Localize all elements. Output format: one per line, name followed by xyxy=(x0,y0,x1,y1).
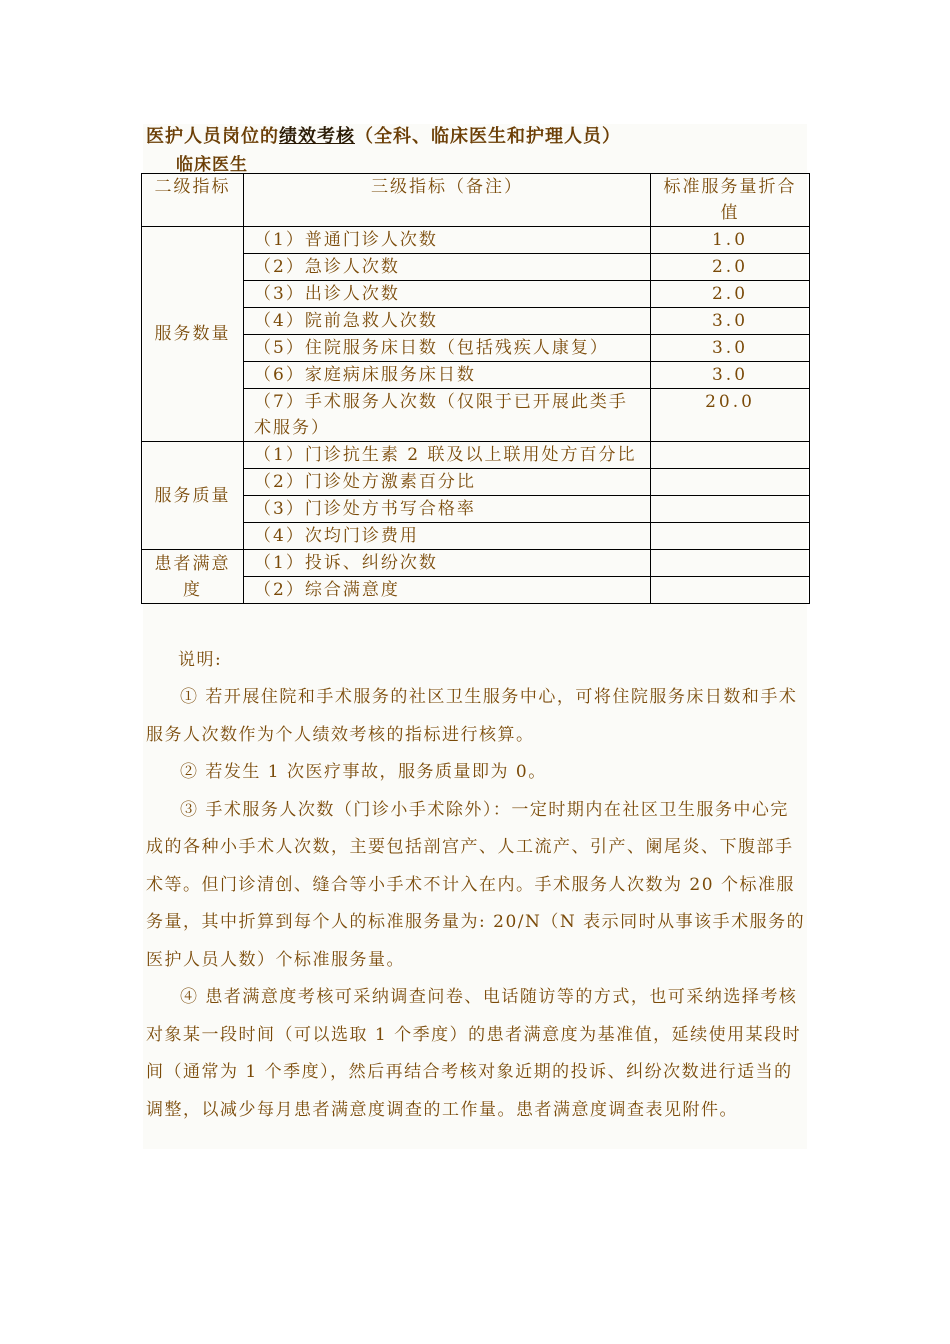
row-value: 2.0 xyxy=(651,254,810,281)
row-item: （2）综合满意度 xyxy=(244,577,651,604)
row-value: 1.0 xyxy=(651,227,810,254)
row-value xyxy=(651,550,810,577)
row-item: （5）住院服务床日数（包括残疾人康复） xyxy=(244,335,651,362)
header-level2: 二级指标 xyxy=(142,174,244,227)
row-value: 20.0 xyxy=(651,389,810,442)
header-standard-value: 标准服务量折合值 xyxy=(651,174,810,227)
table-row xyxy=(142,550,810,577)
row-value: 3.0 xyxy=(651,362,810,389)
row-item: （1）投诉、纠纷次数 xyxy=(244,550,651,577)
row-item: （2）门诊处方激素百分比 xyxy=(244,469,651,496)
notes-label: 说明: xyxy=(178,650,223,670)
indicator-table xyxy=(141,173,810,604)
group-service-quality: 服务质量 xyxy=(142,442,244,550)
group-patient-satisfaction: 患者满意度 xyxy=(142,550,244,604)
row-item: （1）门诊抗生素 2 联及以上联用处方百分比 xyxy=(244,442,651,469)
title-suffix: （全科、临床医生和护理人员） xyxy=(355,126,621,147)
row-item: （3）出诊人次数 xyxy=(244,281,651,308)
row-value xyxy=(651,442,810,469)
note-item: ④ 患者满意度考核可采纳调查问卷、电话随访等的方式，也可采纳选择考核对象某一段时间（可以选取 1 个季度）的患者满意度为基准值，延续使用某段时间（通常为 1 个季度），然后再结合考核对象近期的投诉、纠纷次数进行适当的调整，以减少每月患者满意度调查的工作量。患者满意度调查表见附件。 xyxy=(146,987,802,1120)
row-value xyxy=(651,469,810,496)
note-item: ② 若发生 1 次医疗事故，服务质量即为 0。 xyxy=(180,762,547,782)
table-row xyxy=(142,442,810,469)
notes-section xyxy=(146,645,806,1129)
row-value: 3.0 xyxy=(651,335,810,362)
row-value: 3.0 xyxy=(651,308,810,335)
row-item: （6）家庭病床服务床日数 xyxy=(244,362,651,389)
row-value: 2.0 xyxy=(651,281,810,308)
row-item: （4）院前急救人次数 xyxy=(244,308,651,335)
row-item: （1）普通门诊人次数 xyxy=(244,227,651,254)
group-service-quantity: 服务数量 xyxy=(142,227,244,442)
row-value xyxy=(651,496,810,523)
row-item: （7）手术服务人次数（仅限于已开展此类手术服务） xyxy=(244,389,651,442)
title-link-performance-assessment[interactable]: 绩效考核 xyxy=(279,126,355,147)
row-item: （3）门诊处方书写合格率 xyxy=(244,496,651,523)
row-value xyxy=(651,523,810,550)
row-item: （4）次均门诊费用 xyxy=(244,523,651,550)
table-header-row xyxy=(142,174,810,227)
note-item: ③ 手术服务人次数（门诊小手术除外）：一定时期内在社区卫生服务中心完成的各种小手术人次数，主要包括剖宫产、人工流产、引产、阑尾炎、下腹部手术等。但门诊清创、缝合等小手术不计入在内。手术服务人次数为 20 个标准服务量，其中折算到每个人的标准服务量为: 20/N（N 表示同时从事该手术服务的医护人员人数）个标准服务量。 xyxy=(146,799,806,970)
row-item: （2）急诊人次数 xyxy=(244,254,651,281)
section-subtitle: 临床医生 xyxy=(176,155,248,175)
header-level3: 三级指标（备注） xyxy=(244,174,651,227)
row-value xyxy=(651,577,810,604)
title-prefix: 医护人员岗位的 xyxy=(146,126,279,147)
table-row xyxy=(142,227,810,254)
document-title xyxy=(146,122,621,148)
note-item: ① 若开展住院和手术服务的社区卫生服务中心，可将住院服务床日数和手术服务人次数作为个人绩效考核的指标进行核算。 xyxy=(146,687,798,745)
